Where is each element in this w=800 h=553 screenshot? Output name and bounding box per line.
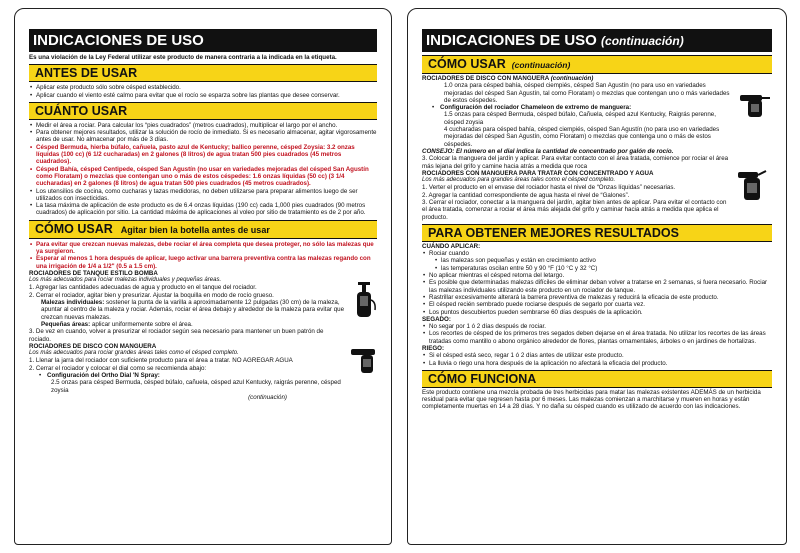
chameleon-config: • Configuración del rociador Chameleon de extremo de manguera: bbox=[432, 104, 632, 112]
hose-line-1: 1.0 onza para césped bahía, césped ciempiés, césped San Agustín (no para uso en variedades mejoradas del césped San Agustín, tal como Floratam) o mezclas que contengan uno o más variedades de estos céspedes. bbox=[444, 82, 730, 104]
list-item-rate-b: • Césped Bahía, césped Centipede, césped San Agustín (no usar en variedades mejoradas del césped San Agustín como Floratam) o mezclas que contengan uno o más de estos céspedes: 1.6 onzas líquidas (50 cc) (3 1/4 cucharadas) en 2 galones (8 litros) de agua tratan 500 pies cuadrados (45 metros cuadrados). bbox=[29, 166, 377, 188]
cuando-aplicar-title: CUÁNDO APLICAR: bbox=[422, 242, 481, 250]
hose-block bbox=[29, 343, 377, 401]
list-item: • Los recortes de césped de los primeros tres segados deben dejarse en el área tratada. No utilizar los recortes de las áreas tratadas como mantillo o abono orgánico alrededor de flores, plantas ornamentales, árboles o en jardines de hortalizas. bbox=[422, 330, 772, 345]
tank-subtitle: Los más adecuados para rociar malezas individuales y pequeñas áreas. bbox=[29, 277, 222, 284]
warning-item: • Esperar al menos 1 hora después de aplicar, luego activar una barrera preventiva contra las malezas regando con una irrigación de 1/4 a 1/2" (0.5 a 1.5 cm). bbox=[29, 255, 377, 270]
list-item: • Aplicar este producto sólo sobre césped establecido. bbox=[29, 84, 377, 91]
hose-end-sprayer-icon bbox=[738, 89, 772, 119]
concentrate-block bbox=[422, 170, 772, 221]
list-item: • No segar por 1 ó 2 días después de rociar. bbox=[422, 323, 772, 330]
tank-step-1: 1. Agregar las cantidades adecuadas de agua y producto en el tanque del rociador. bbox=[29, 284, 257, 292]
ortho-text: 2.5 onzas para césped Bermuda, césped búfalo, cañuela, césped azul Kentucky, raigrás perenne, césped zoysia bbox=[51, 379, 341, 394]
continuation-label: (continuación) bbox=[248, 393, 287, 401]
hose-cont-block bbox=[422, 75, 772, 170]
hose-title: ROCIADORES DE DISCO CON MANGUERA (continuación) bbox=[422, 75, 594, 82]
section-title: CÓMO USAR bbox=[35, 221, 113, 236]
section-subtitle: Agitar bien la botella antes de usar bbox=[120, 224, 270, 235]
hose-end-sprayer-icon bbox=[349, 345, 379, 375]
chameleon-line-2: 4 cucharadas para césped bahía, césped ciempiés, césped San Agustín (no para uso en variedades mejoradas del césped San Agustín, como Floratam) o mezclas que contenga uno o más de estos céspedes. bbox=[444, 126, 720, 148]
tank-step-3: 3. De vez en cuando, volver a presurizar el rociador según sea necesario para mantener un buen patrón de rociado. bbox=[29, 328, 324, 343]
section-como-usar-cont: CÓMO USAR (continuación) bbox=[422, 55, 772, 74]
list-item: • Los utensilios de cocina, como cucharas y tazas medidoras, no deben utilizarse para preparar alimentos luego de ser utilizados con insecticidas. bbox=[29, 188, 377, 203]
segado-list bbox=[422, 323, 772, 345]
pump-sprayer-icon bbox=[351, 280, 377, 320]
list-item: • Medir el área a rociar. Para calcular los “pies cuadrados” (metros cuadrados), multiplicar el largo por el ancho. bbox=[29, 122, 377, 129]
tank-title: ROCIADORES DE TANQUE ESTILO BOMBA bbox=[29, 269, 158, 277]
malezas-individuales: Malezas individuales: sostener la punta de la varilla a aproximadamente 12 pulgadas (30 cm) de la maleza, apuntar al centro de la maleza y rociar. Además, rociar el área debajo y alrededor de la maleza para evitar que crezcan nuevas malezas. bbox=[41, 299, 345, 321]
section-como-usar bbox=[29, 220, 377, 239]
list-item-rate-a: • Césped Bermuda, hierba búfalo, cañuela, pasto azul de Kentucky; ballico perenne, césped Zoysia: 3.2 onzas líquidas (100 cc) (6 1/2 cucharadas) en 2 galones (8 litros) de agua tratan 500 pies cuadrados (45 metros cuadrados). bbox=[29, 144, 377, 166]
hose-step-1: 1. Llenar la jarra del rociador con suficiente producto para el área a tratar. NO AGREGAR AGUA bbox=[29, 357, 293, 365]
rociar-sublist bbox=[422, 257, 772, 272]
warnings-list bbox=[29, 241, 377, 270]
page-title: INDICACIONES DE USO (continuación) bbox=[422, 29, 772, 52]
list-item: • Si el césped está seco, regar 1 ó 2 días antes de utilizar este producto. bbox=[422, 352, 772, 359]
riego-title: RIEGO: bbox=[422, 345, 445, 352]
list-item: • No aplicar mientras el césped retorna del letargo. bbox=[422, 272, 772, 279]
list-item: • Aplicar cuando el viento esté calmo para evitar que el rocío se esparza sobre las plantas que desee conservar. bbox=[29, 92, 377, 99]
pequenas-areas: Pequeñas áreas: aplicar uniformemente sobre el área. bbox=[41, 320, 193, 328]
list-item: • Rociar cuando bbox=[422, 250, 772, 257]
list-item: • las temperaturas oscilan entre 50 y 90 °F (10 °C y 32 °C) bbox=[434, 265, 772, 272]
concentrate-step-2: 2. Agregar la cantidad correspondiente de agua hasta el nivel de “Galones”. bbox=[422, 191, 630, 199]
page-title: INDICACIONES DE USO bbox=[29, 29, 377, 52]
list-item: • Rastrillar excesivamente alterará la barrera preventiva de malezas y reducirá la eficacia de este producto. bbox=[422, 294, 772, 301]
list-item: • las malezas son pequeñas y están en crecimiento activo bbox=[434, 257, 772, 264]
ortho-config: • Configuración del Ortho Dial 'N Spray: bbox=[39, 371, 160, 379]
antes-list bbox=[29, 84, 377, 99]
cuando-list bbox=[422, 250, 772, 257]
list-item: • La tasa máxima de aplicación de este producto es de 6.4 onzas líquidas (190 cc) cada 1,000 pies cuadrados (90 metros cuadrados) de aplicación por sitio. La cantidad máxima de aplicaciones al voleo por sitio de tratamiento es de 2 por año. bbox=[29, 202, 377, 217]
concentrate-subtitle: Los más adecuados para grandes áreas tales como el césped completo. bbox=[422, 177, 616, 184]
tank-block bbox=[29, 270, 377, 343]
mejores-list bbox=[422, 272, 772, 316]
left-page bbox=[14, 8, 392, 545]
section-mejores-resultados: PARA OBTENER MEJORES RESULTADOS bbox=[422, 224, 772, 242]
hose-step-3: 3. Colocar la manguera del jardín y aplicar. Para evitar contacto con el área tratada, comience por rociar el área más lejana del grifo y camine hacia atrás a medida que roca bbox=[422, 155, 729, 170]
list-item: • La lluvia o riego una hora después de la aplicación no afectará la eficacia del producto. bbox=[422, 360, 772, 367]
hose-subtitle: Los más adecuados para rociar grandes áreas tales como el césped completo. bbox=[29, 350, 239, 357]
right-page bbox=[407, 8, 787, 545]
concentrate-step-1: 1. Verter el producto en el envase del rociador hasta el nivel de “Onzas líquidas” necesarias. bbox=[422, 184, 676, 192]
hose-step-2: 2. Cerrar el rociador y colocar el dial como se recomienda abajo: bbox=[29, 364, 207, 372]
section-cuanto-usar: CUÁNTO USAR bbox=[29, 102, 377, 120]
list-item: • El césped recién sembrado puede rociarse después de segarlo por cuarta vez. bbox=[422, 301, 772, 308]
list-item: • Es posible que determinadas malezas difíciles de eliminar deban volver a tratarse en 2 semanas, si fuera necesario. Rociar las malezas individuales utilizando este producto en un rociador de tanque. bbox=[422, 279, 772, 294]
concentrate-sprayer-icon bbox=[736, 166, 770, 202]
consejo: CONSEJO: El número en el dial indica la cantidad de concentrado por galón de rocío. bbox=[422, 147, 674, 155]
riego-list bbox=[422, 352, 772, 367]
list-item: • Los puntos descubiertos pueden sembrarse 60 días después de la aplicación. bbox=[422, 309, 772, 316]
concentrate-title: ROCIADORES CON MANGUERA PARA TRATAR CON CONCENTRADO Y AGUA bbox=[422, 169, 654, 177]
cuanto-list bbox=[29, 122, 377, 217]
segado-title: SEGADO: bbox=[422, 315, 451, 323]
legal-intro: Es una violación de la Ley Federal utilizar este producto de manera contraria a la indicada en la etiqueta. bbox=[29, 54, 337, 61]
hose-title: ROCIADORES DE DISCO CON MANGUERA bbox=[29, 342, 157, 350]
warning-item: • Para evitar que crezcan nuevas malezas, debe rociar el área completa que desea proteger, no sólo las malezas que ya surgieron. bbox=[29, 241, 377, 256]
chameleon-line-1: 1.5 onzas para césped Bermuda, césped búfalo, Cañuela, césped azul Kentucky, Raigrás perenne, césped zoysia bbox=[444, 111, 716, 126]
tank-step-2: 2. Cerrar el rociador, agitar bien y presurizar. Ajustar la boquilla en modo de rocío grueso. bbox=[29, 291, 274, 299]
como-funciona-text: Este producto contiene una mezcla probada de tres herbicidas para matar las malezas existentes ADEMÁS de un herbicida residual para evitar que regresen hasta por 6 meses. Las malezas comienzan a marchitarse y mueren en horas y están completamente muertas en 14 a 28 días. Y no daña su césped cuando es utilizado de acuerdo con las indicaciones. bbox=[422, 388, 761, 411]
section-como-funciona: CÓMO FUNCIONA bbox=[422, 370, 772, 388]
concentrate-step-3: 3. Cerrar el rociador, conectar a la manguera del jardín, agitar bien antes de aplicar. Para evitar el contacto con el área tratada, comenzar a rociar el área más alejada del grifo y caminar hacia atrás a medida que aplica el producto. bbox=[422, 198, 727, 221]
list-item: • Para obtener mejores resultados, utilizar la solución de rocío de inmediato. Si es necesario almacenar, agitar vigorosamente antes de usar. No almacenar por más de 3 días. bbox=[29, 129, 377, 144]
section-antes-de-usar: ANTES DE USAR bbox=[29, 64, 377, 82]
